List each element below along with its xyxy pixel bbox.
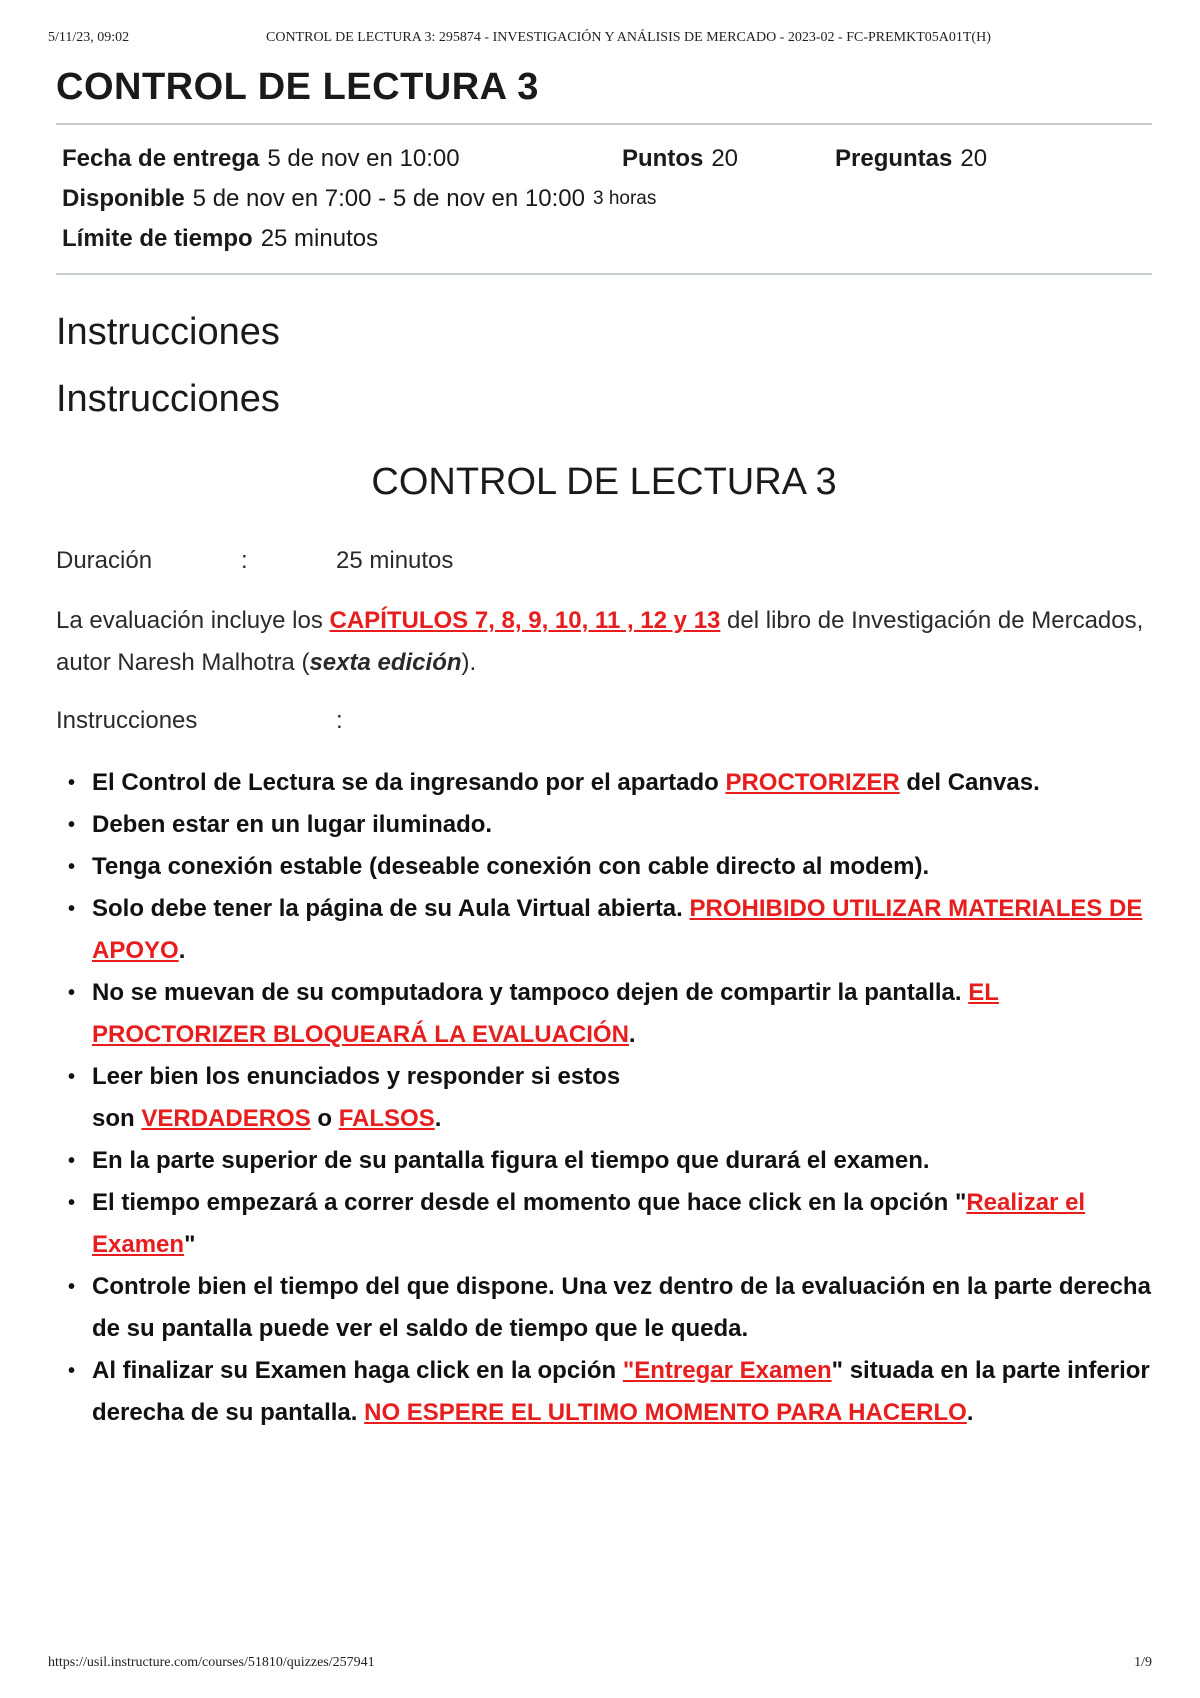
meta-row-3 — [62, 219, 1152, 259]
list-item: • Leer bien los enunciados y responder si estos son VERDADEROS o FALSOS. — [92, 1056, 1152, 1140]
list-item: • Controle bien el tiempo del que dispone. Una vez dentro de la evaluación en la parte derecha de su pantalla puede ver el saldo de tiempo que le queda. — [92, 1266, 1152, 1350]
available-duration: 3 horas — [592, 188, 657, 209]
list-item: • Tenga conexión estable (deseable conexión con cable directo al modem). — [92, 846, 1152, 888]
page-title: CONTROL DE LECTURA 3 — [56, 66, 539, 108]
list-item: • Al finalizar su Examen haga click en la opción "Entregar Examen" situada en la parte inferior derecha de su pantalla. NO ESPERE EL ULTIMO MOMENTO PARA HACERLO. — [92, 1350, 1152, 1434]
instructions-label-line — [56, 700, 1152, 742]
available-value: 5 de nov en 7:00 - 5 de nov en 10:00 — [192, 185, 585, 212]
quiz-content — [56, 60, 1152, 1434]
list-item: • Deben estar en un lugar iluminado. — [92, 804, 1152, 846]
meta-row-2 — [62, 179, 1152, 219]
available-label: Disponible — [62, 185, 185, 212]
due-value: 5 de nov en 10:00 — [267, 145, 460, 172]
edition-text: sexta edición — [309, 649, 462, 676]
intro-paragraph — [56, 600, 1152, 684]
divider — [56, 273, 1152, 275]
print-date: 5/11/23, 09:02 — [48, 30, 130, 45]
duration-label: Duración — [56, 547, 153, 574]
points-label: Puntos — [622, 145, 704, 172]
points-value: 20 — [711, 145, 739, 172]
page-number: 1/9 — [1134, 1655, 1152, 1670]
intro-text: del libro de Investigación de Mercados, autor Naresh Malhotra ( — [56, 607, 1144, 676]
list-item: • El tiempo empezará a correr desde el momento que hace click en la opción "Realizar el Examen" — [92, 1182, 1152, 1266]
prohibited-materials-link[interactable]: PROHIBIDO UTILIZAR MATERIALES DE APOYO — [92, 895, 1143, 964]
print-url: https://usil.instructure.com/courses/51810/quizzes/257941 — [48, 1655, 375, 1670]
instructions-heading: Instrucciones — [56, 311, 280, 353]
instructions-subheading: Instrucciones — [56, 378, 280, 420]
list-item: • El Control de Lectura se da ingresando por el apartado PROCTORIZER del Canvas. — [92, 762, 1152, 804]
duration-line — [56, 540, 1152, 582]
questions-label: Preguntas — [835, 145, 953, 172]
take-exam-link[interactable]: Realizar el Examen — [92, 1189, 1086, 1258]
last-moment-warning-link[interactable]: NO ESPERE EL ULTIMO MOMENTO PARA HACERLO — [364, 1399, 967, 1426]
meta-row-1 — [62, 139, 1152, 179]
submit-exam-link[interactable]: "Entregar Examen — [622, 1357, 832, 1384]
list-item: • No se muevan de su computadora y tampoco dejen de compartir la pantalla. EL PROCTORIZER BLOQUEARÁ LA EVALUACIÓN. — [92, 972, 1152, 1056]
intro-text: ). — [461, 649, 477, 676]
questions-value: 20 — [960, 145, 988, 172]
duration-colon: : — [241, 547, 248, 574]
time-limit-value: 25 minutos — [260, 225, 379, 252]
instructions-colon: : — [336, 707, 343, 734]
duration-value: 25 minutos — [336, 547, 454, 574]
true-link[interactable]: VERDADEROS — [141, 1105, 311, 1132]
due-label: Fecha de entrega — [62, 145, 260, 172]
proctorizer-block-link[interactable]: EL PROCTORIZER BLOQUEARÁ LA EVALUACIÓN — [92, 979, 999, 1048]
list-item: • En la parte superior de su pantalla figura el tiempo que durará el examen. — [92, 1140, 1152, 1182]
time-limit-label: Límite de tiempo — [62, 225, 253, 252]
proctorizer-link[interactable]: PROCTORIZER — [725, 769, 900, 796]
instructions-title: CONTROL DE LECTURA 3 — [371, 461, 837, 503]
intro-text: La evaluación incluye los — [56, 607, 330, 634]
quiz-meta — [56, 125, 1152, 259]
chapters-link[interactable]: CAPÍTULOS 7, 8, 9, 10, 11 , 12 y 13 — [329, 607, 721, 634]
print-doc-title: CONTROL DE LECTURA 3: 295874 - INVESTIGACIÓN Y ANÁLISIS DE MERCADO - 2023-02 - FC-PREMKT05A01T(H) — [266, 30, 991, 45]
list-item: • Solo debe tener la página de su Aula Virtual abierta. PROHIBIDO UTILIZAR MATERIALES DE APOYO. — [92, 888, 1152, 972]
rules-list — [56, 762, 1152, 1434]
false-link[interactable]: FALSOS — [338, 1105, 435, 1132]
instructions-label: Instrucciones — [56, 707, 198, 734]
